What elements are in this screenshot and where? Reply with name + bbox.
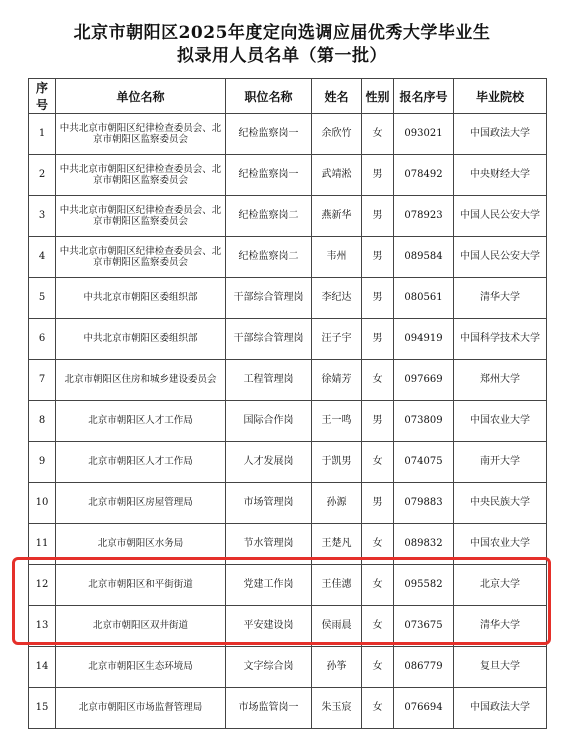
cell-position: 纪检监察岗一 (226, 155, 312, 196)
table-row (29, 524, 547, 565)
cell-position: 纪检监察岗二 (226, 196, 312, 237)
cell-name: 武靖淞 (312, 155, 362, 196)
cell-gender: 女 (362, 442, 394, 483)
cell-position: 党建工作岗 (226, 565, 312, 606)
cell-registration-no: 078492 (394, 155, 454, 196)
cell-unit: 北京市朝阳区生态环境局 (56, 647, 226, 688)
header-registration-no: 报名序号 (394, 79, 454, 114)
cell-gender: 女 (362, 647, 394, 688)
cell-index: 4 (29, 237, 56, 278)
cell-unit: 北京市朝阳区人才工作局 (56, 442, 226, 483)
table-row (29, 155, 547, 196)
cell-index: 15 (29, 688, 56, 729)
cell-university: 中央民族大学 (454, 483, 547, 524)
cell-gender: 女 (362, 565, 394, 606)
table-row (29, 565, 547, 606)
table-row (29, 606, 547, 647)
document-title-line1: 北京市朝阳区2025年度定向选调应届优秀大学毕业生 (73, 23, 491, 43)
cell-gender: 男 (362, 196, 394, 237)
cell-position: 干部综合管理岗 (226, 278, 312, 319)
cell-name: 余欣竹 (312, 114, 362, 155)
cell-university: 中国农业大学 (454, 524, 547, 565)
cell-university: 中国科学技术大学 (454, 319, 547, 360)
cell-index: 6 (29, 319, 56, 360)
table-row (29, 360, 547, 401)
cell-position: 国际合作岗 (226, 401, 312, 442)
cell-registration-no: 086779 (394, 647, 454, 688)
cell-university: 北京大学 (454, 565, 547, 606)
cell-index: 2 (29, 155, 56, 196)
cell-name: 燕新华 (312, 196, 362, 237)
cell-registration-no: 097669 (394, 360, 454, 401)
cell-gender: 男 (362, 319, 394, 360)
cell-unit: 中共北京市朝阳区纪律检查委员会、北京市朝阳区监察委员会 (56, 114, 226, 155)
candidate-table (28, 78, 547, 729)
cell-unit: 中共北京市朝阳区纪律检查委员会、北京市朝阳区监察委员会 (56, 196, 226, 237)
cell-registration-no: 073809 (394, 401, 454, 442)
table-row (29, 278, 547, 319)
cell-name: 孙源 (312, 483, 362, 524)
table-row (29, 196, 547, 237)
cell-index: 13 (29, 606, 56, 647)
cell-name: 韦州 (312, 237, 362, 278)
cell-unit: 北京市朝阳区水务局 (56, 524, 226, 565)
cell-university: 中国农业大学 (454, 401, 547, 442)
table-row (29, 647, 547, 688)
cell-unit: 中共北京市朝阳区委组织部 (56, 278, 226, 319)
cell-university: 清华大学 (454, 606, 547, 647)
cell-gender: 女 (362, 524, 394, 565)
cell-university: 清华大学 (454, 278, 547, 319)
cell-unit: 北京市朝阳区房屋管理局 (56, 483, 226, 524)
cell-position: 文字综合岗 (226, 647, 312, 688)
cell-university: 中国人民公安大学 (454, 196, 547, 237)
cell-unit: 北京市朝阳区住房和城乡建设委员会 (56, 360, 226, 401)
cell-gender: 男 (362, 401, 394, 442)
cell-unit: 北京市朝阳区市场监督管理局 (56, 688, 226, 729)
cell-position: 纪检监察岗一 (226, 114, 312, 155)
cell-gender: 男 (362, 237, 394, 278)
cell-index: 14 (29, 647, 56, 688)
cell-position: 纪检监察岗二 (226, 237, 312, 278)
cell-name: 王佳潓 (312, 565, 362, 606)
cell-gender: 女 (362, 360, 394, 401)
cell-unit: 中共北京市朝阳区纪律检查委员会、北京市朝阳区监察委员会 (56, 155, 226, 196)
cell-name: 王一鸣 (312, 401, 362, 442)
cell-index: 10 (29, 483, 56, 524)
cell-university: 复旦大学 (454, 647, 547, 688)
table-header-row (29, 79, 547, 114)
cell-registration-no: 089584 (394, 237, 454, 278)
cell-gender: 男 (362, 155, 394, 196)
cell-university: 中国政法大学 (454, 688, 547, 729)
table-row (29, 483, 547, 524)
header-name: 姓名 (312, 79, 362, 114)
cell-position: 干部综合管理岗 (226, 319, 312, 360)
table-row (29, 688, 547, 729)
cell-unit: 北京市朝阳区双井街道 (56, 606, 226, 647)
cell-name: 汪子宇 (312, 319, 362, 360)
table-row (29, 237, 547, 278)
header-index: 序号 (29, 79, 56, 114)
table-row (29, 442, 547, 483)
cell-name: 王楚凡 (312, 524, 362, 565)
table-row (29, 114, 547, 155)
cell-position: 人才发展岗 (226, 442, 312, 483)
table-row (29, 401, 547, 442)
cell-gender: 女 (362, 114, 394, 155)
cell-registration-no: 074075 (394, 442, 454, 483)
cell-index: 1 (29, 114, 56, 155)
cell-position: 市场监管岗一 (226, 688, 312, 729)
cell-unit: 北京市朝阳区和平街街道 (56, 565, 226, 606)
cell-registration-no: 079883 (394, 483, 454, 524)
document-title-line2: 拟录用人员名单（第一批） (177, 46, 387, 66)
cell-university: 中央财经大学 (454, 155, 547, 196)
cell-position: 平安建设岗 (226, 606, 312, 647)
cell-index: 12 (29, 565, 56, 606)
header-university: 毕业院校 (454, 79, 547, 114)
header-unit: 单位名称 (56, 79, 226, 114)
cell-name: 侯雨晨 (312, 606, 362, 647)
table-row (29, 319, 547, 360)
cell-name: 孙筝 (312, 647, 362, 688)
header-gender: 性别 (362, 79, 394, 114)
cell-registration-no: 076694 (394, 688, 454, 729)
cell-registration-no: 093021 (394, 114, 454, 155)
cell-position: 市场管理岗 (226, 483, 312, 524)
cell-gender: 男 (362, 278, 394, 319)
cell-name: 李纪达 (312, 278, 362, 319)
header-position: 职位名称 (226, 79, 312, 114)
cell-university: 中国政法大学 (454, 114, 547, 155)
cell-index: 11 (29, 524, 56, 565)
cell-unit: 中共北京市朝阳区纪律检查委员会、北京市朝阳区监察委员会 (56, 237, 226, 278)
cell-registration-no: 089832 (394, 524, 454, 565)
cell-gender: 女 (362, 688, 394, 729)
cell-registration-no: 073675 (394, 606, 454, 647)
cell-position: 节水管理岗 (226, 524, 312, 565)
cell-name: 朱玉宸 (312, 688, 362, 729)
cell-gender: 女 (362, 606, 394, 647)
cell-index: 5 (29, 278, 56, 319)
cell-registration-no: 095582 (394, 565, 454, 606)
cell-unit: 北京市朝阳区人才工作局 (56, 401, 226, 442)
cell-name: 于凯男 (312, 442, 362, 483)
cell-registration-no: 094919 (394, 319, 454, 360)
cell-university: 中国人民公安大学 (454, 237, 547, 278)
cell-registration-no: 078923 (394, 196, 454, 237)
cell-index: 3 (29, 196, 56, 237)
cell-index: 8 (29, 401, 56, 442)
cell-university: 南开大学 (454, 442, 547, 483)
cell-index: 7 (29, 360, 56, 401)
cell-university: 郑州大学 (454, 360, 547, 401)
cell-registration-no: 080561 (394, 278, 454, 319)
cell-unit: 中共北京市朝阳区委组织部 (56, 319, 226, 360)
cell-position: 工程管理岗 (226, 360, 312, 401)
cell-name: 徐婧芳 (312, 360, 362, 401)
cell-gender: 男 (362, 483, 394, 524)
cell-index: 9 (29, 442, 56, 483)
